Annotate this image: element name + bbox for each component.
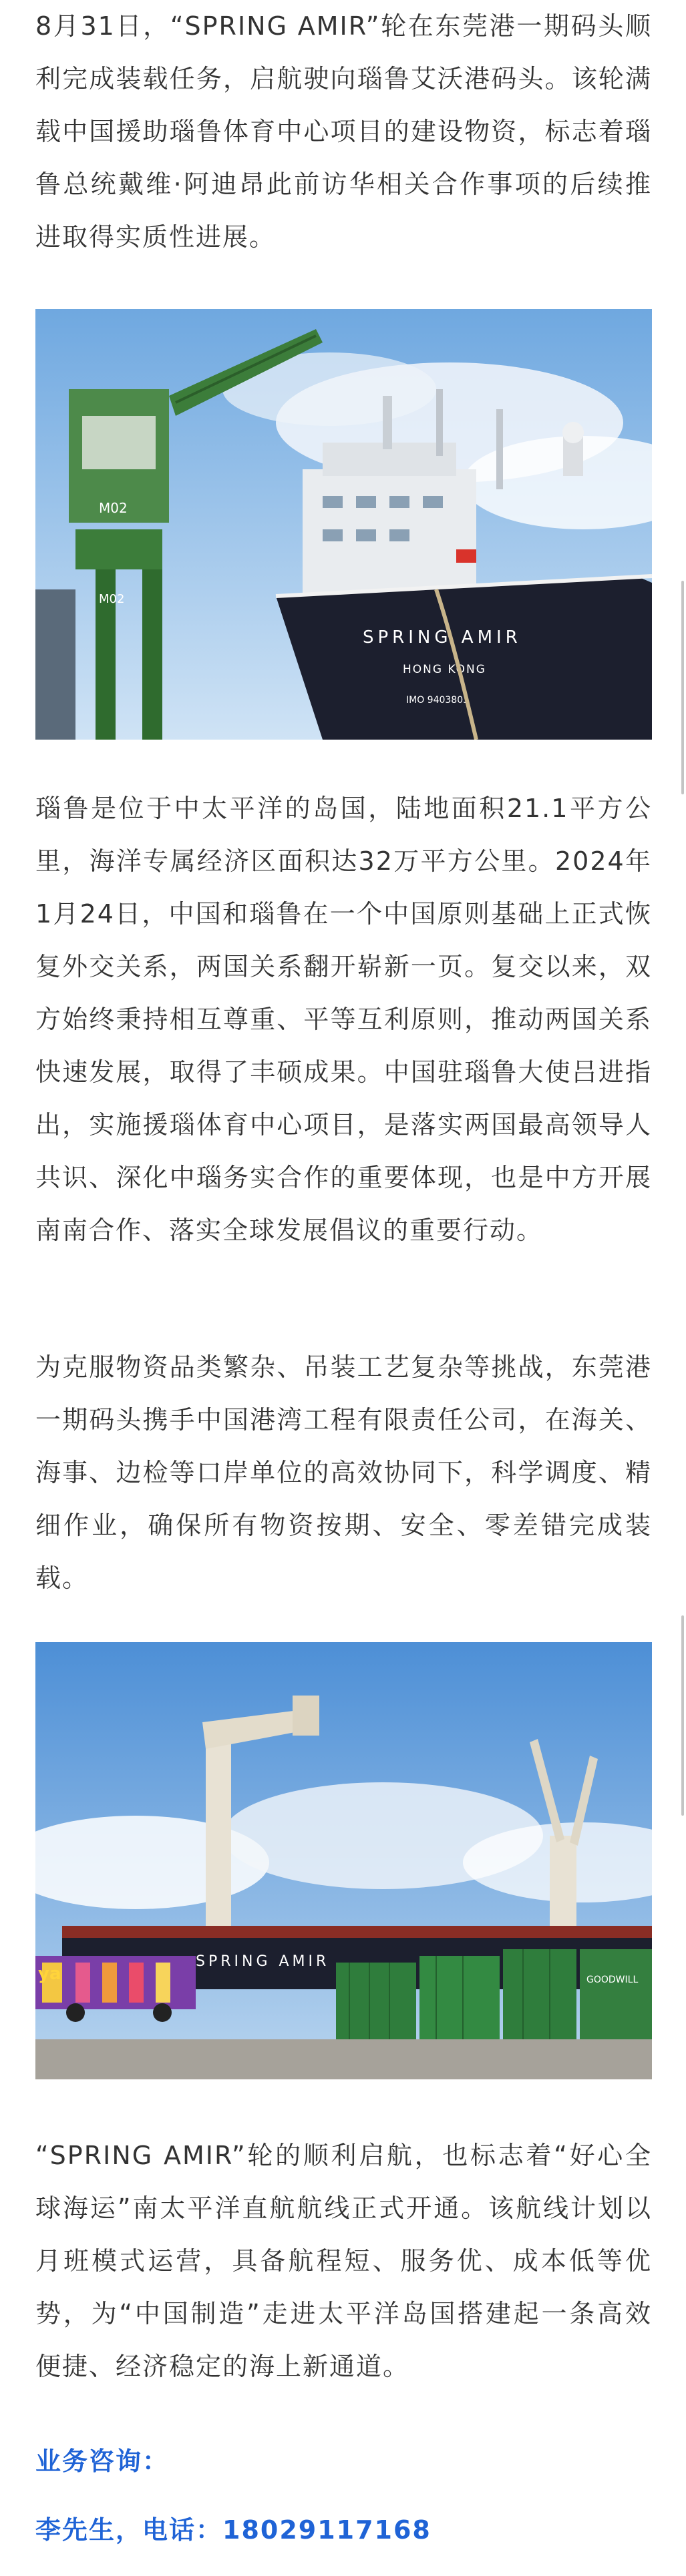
contact-heading: 业务咨询： xyxy=(35,2446,170,2476)
paragraph-loading-operations: 为克服物资品类繁杂、吊装工艺复杂等挑战，东莞港一期码头携手中国港湾工程有限责任公司，在海关、海事、边检等口岸单位的高效协同下，科学调度、精细作业，确保所有物资按期、安全、零差错完成装载。 xyxy=(35,1352,652,1593)
paragraph-nauru-background: 瑙鲁是位于中太平洋的岛国，陆地面积21.1平方公里，海洋专属经济区面积达32万平方公里。2024年1月24日，中国和瑙鲁在一个中国原则基础上正式恢复外交关系，两国关系翻开崭新一页。复交以来，双方始终秉持相互尊重、平等互利原则，推动两国关系快速发展，取得了丰硕成果。中国驻瑙鲁大使吕进指出，实施援瑙体育中心项目，是落实两国最高领导人共识、深化中瑙务实合作的重要体现，也是中方开展南南合作、落实全球发展倡议的重要行动。 xyxy=(35,794,652,1245)
paragraph-departure: 8月31日，“SPRING AMIR”轮在东莞港一期码头顺利完成装载任务，启航驶向瑙鲁艾沃港码头。该轮满载中国援助瑙鲁体育中心项目的建设物资，标志着瑙鲁总统戴维·阿迪昂此前访华相关合作事项的后续推进取得实质性进展。 xyxy=(35,11,652,252)
crane-label-text: M02 xyxy=(99,500,128,516)
scrollbar-thumb-lower[interactable] xyxy=(681,1615,684,1816)
port-of-registry-text: HONG KONG xyxy=(403,663,486,676)
ship-name-text: SPRING AMIR xyxy=(363,627,522,648)
scrollbar[interactable] xyxy=(681,0,686,2576)
shipping-containers xyxy=(336,1949,652,2039)
ship-loading-photo xyxy=(35,309,652,740)
paragraph-shipping-route: “SPRING AMIR”轮的顺利启航，也标志着“好心全球海运”南太平洋直航航线正式开通。该航线计划以月班模式运营，具备航程短、服务优、成本低等优势，为“中国制造”走进太平洋岛国搭建起一条高效便捷、经济稳定的海上新通道。 xyxy=(35,2141,652,2381)
ship-name-text-2: SPRING AMIR xyxy=(196,1953,330,1970)
ship-at-berth-photo xyxy=(35,1642,652,2079)
ship-hull xyxy=(276,576,652,740)
container-logo-text: GOODWILL xyxy=(586,1975,639,1985)
contact-phone: 李先生，电话：18029117168 xyxy=(35,2515,432,2545)
truck-brand-text: ya xyxy=(38,1964,61,1984)
crane-label-text-2: M02 xyxy=(99,592,125,606)
ship-loading-illustration xyxy=(35,309,652,740)
scrollbar-thumb[interactable] xyxy=(681,581,684,794)
ship-at-berth-illustration xyxy=(35,1642,652,2079)
imo-number-text: IMO 9403803 xyxy=(406,695,470,706)
